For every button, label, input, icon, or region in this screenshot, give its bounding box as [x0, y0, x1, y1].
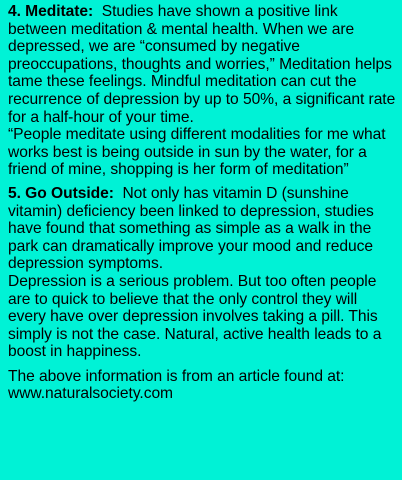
meditate-quote: “People meditate using different modalities for me what works best is being outside in sun by the water, for a friend of mine, shopping is her form of meditation”	[8, 126, 386, 179]
source-text: The above information is from an article found at:	[8, 367, 345, 385]
go-outside-paragraph	[8, 185, 396, 273]
go-outside-section	[8, 185, 396, 361]
go-outside-heading: 5. Go Outside:	[8, 184, 114, 202]
closing-paragraph: Depression is a serious problem. But too often people are to quick to believe that the only control they will every have over depression involves taking a pill. This simply is not the case. Natural, active health leads to a boost in happiness.	[8, 272, 382, 361]
meditate-heading: 4. Meditate:	[8, 3, 94, 20]
meditate-body: Studies have shown a positive link between meditation & mental health. When we are depressed, we are “consumed by negative preoccupations, thoughts and worries,” Meditation helps tame these feelings. Mindful meditation can cut the recurrence of depression by up to 50%, a significant rate for a half-hour of your time.	[8, 3, 396, 126]
meditate-section	[8, 3, 396, 179]
source-section	[8, 368, 396, 403]
meditate-paragraph	[8, 3, 396, 126]
source-url: www.naturalsociety.com	[8, 385, 174, 403]
go-outside-body: Not only has vitamin D (sunshine vitamin) deficiency been linked to depression, studies have found that something as simple as a walk in the park can dramatically improve your mood and reduce depression symptoms.	[8, 184, 374, 273]
